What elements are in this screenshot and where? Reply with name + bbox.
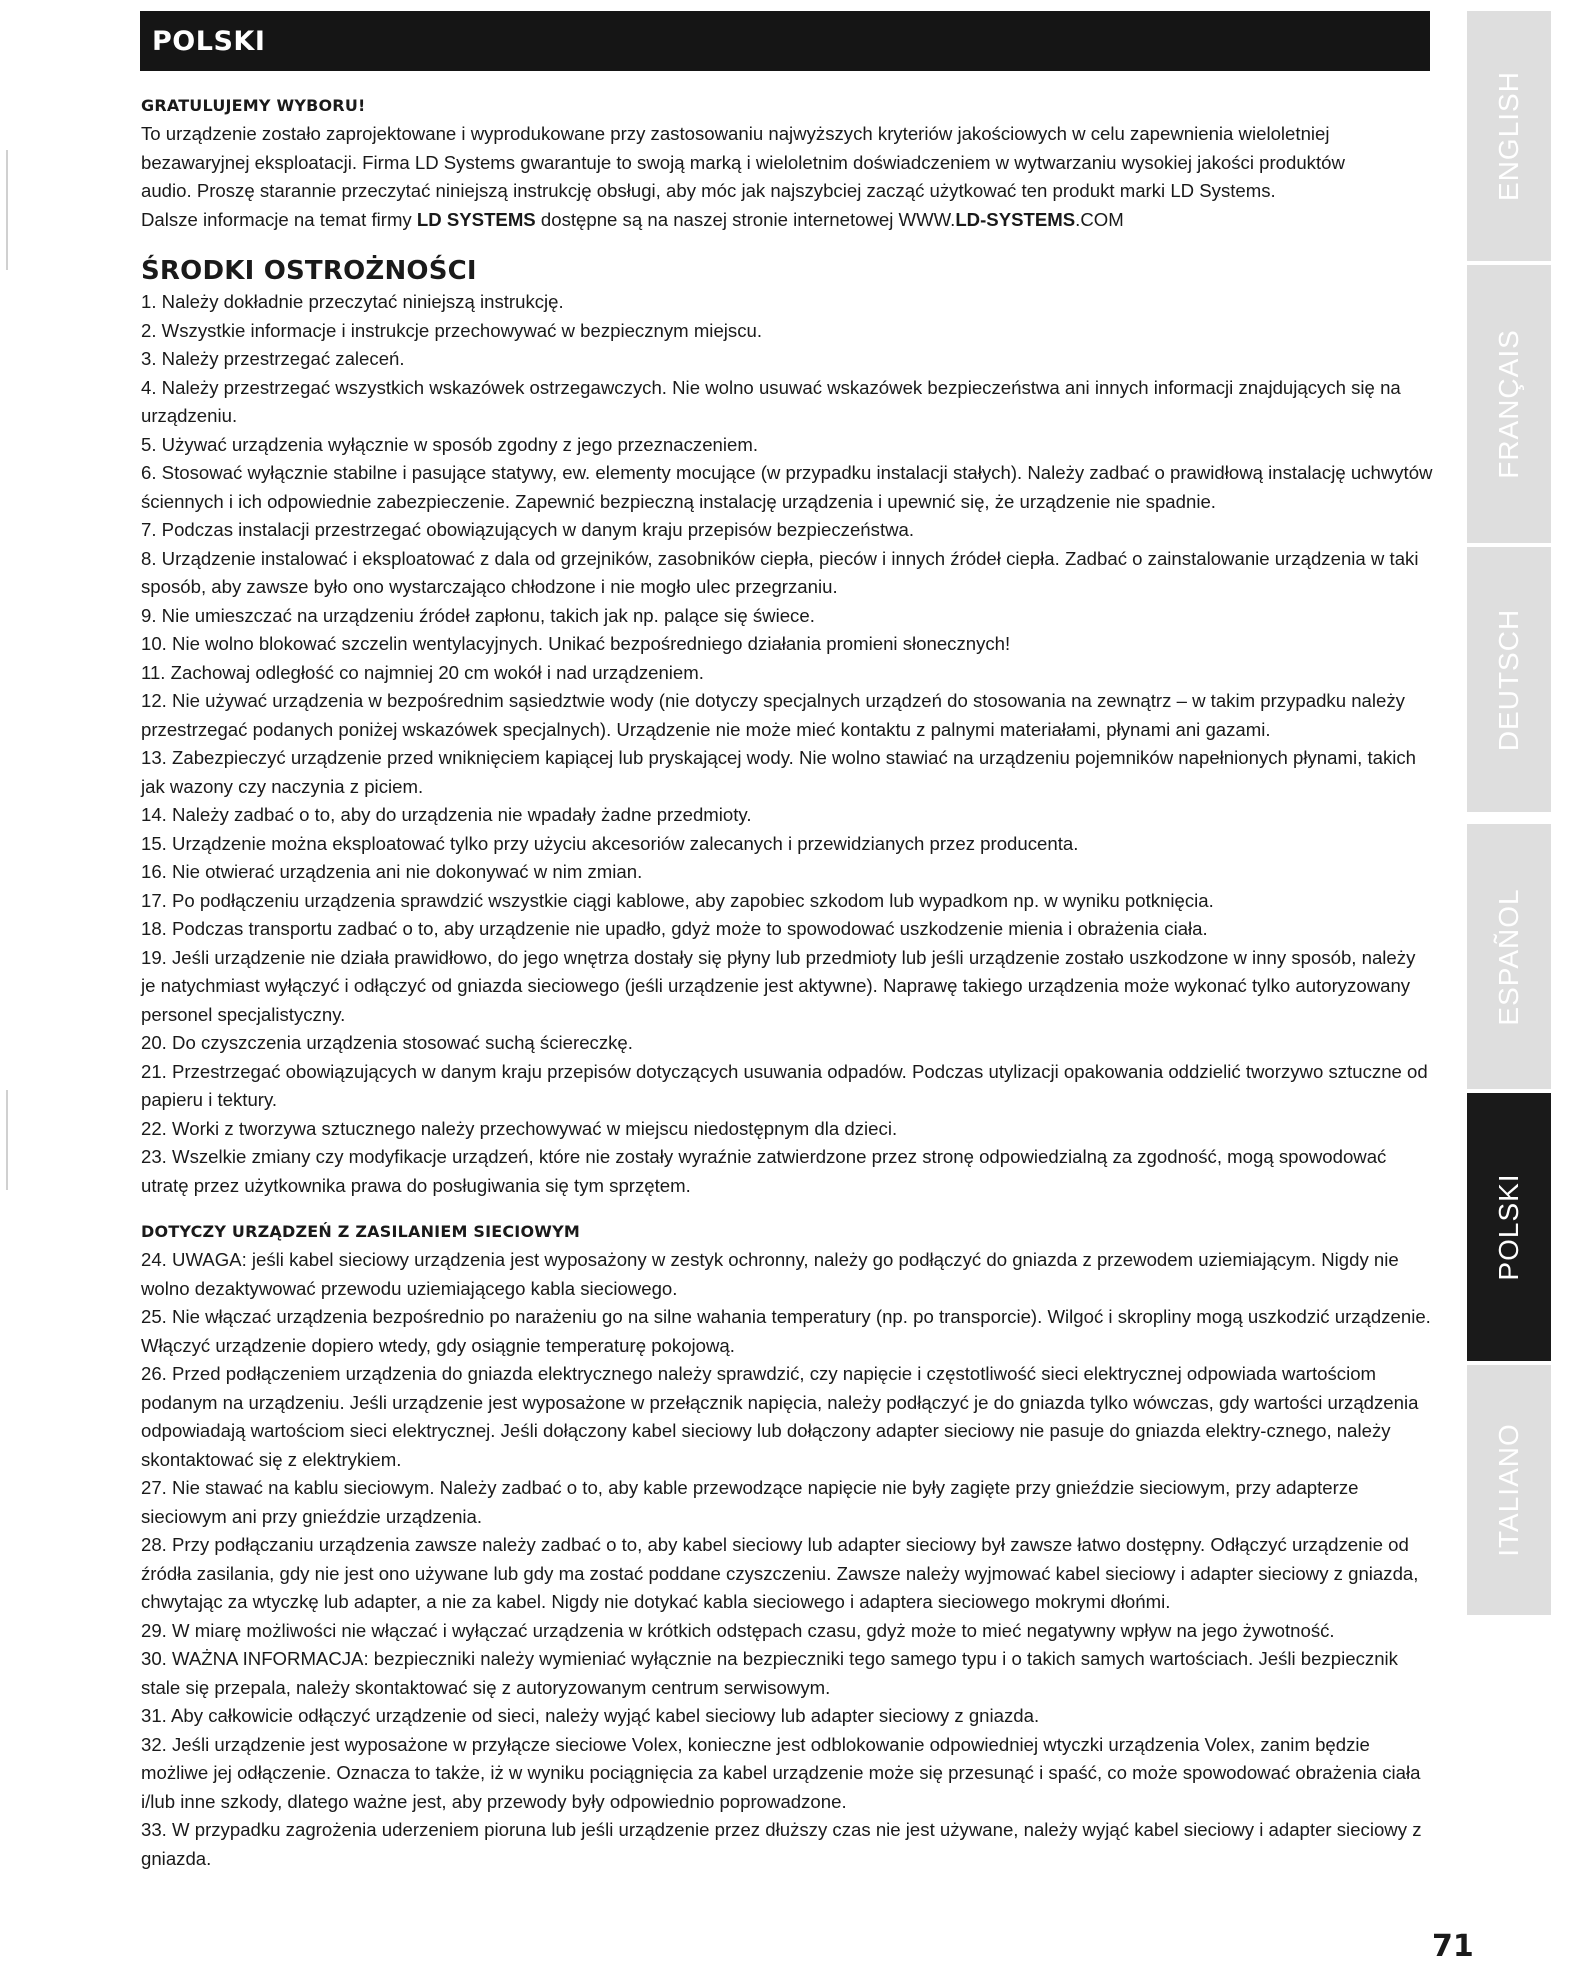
list-item: 33. W przypadku zagrożenia uderzeniem pioruna lub jeśli urządzenie przez dłuższy czas nie jest używane, należy wyjąć kabel sieciowy i adapter sieciowy z gniazda.	[141, 1819, 1422, 1869]
list-item: 8. Urządzenie instalować i eksploatować z dala od grzejników, zasobników ciepła, pieców i innych źródeł ciepła. Zadbać o zainstalowanie urządzenia w taki sposób, aby zawsze było ono wystarczająco chłodzone i nie mogło ulec przegrzaniu.	[141, 547, 1419, 597]
list-item: 19. Jeśli urządzenie nie działa prawidłowo, do jego wnętrza dostały się płyny lub przedmioty lub jeśli urządzenie zostało uszkodzone w inny sposób, należy je natychmiast wyłączyć i odłączyć od gniazda sieciowego (jeśli urządzenie jest aktywne). Naprawę takiego urządzenia może wykonać tylko autoryzowany personel specjalistyczny.	[141, 946, 1416, 1025]
mains-powered-list	[141, 1246, 1433, 1873]
list-item: 11. Zachowaj odległość co najmniej 20 cm wokół i nad urządzeniem.	[141, 661, 704, 683]
language-tab-polski[interactable]	[1467, 1093, 1551, 1361]
list-item: 1. Należy dokładnie przeczytać niniejszą instrukcję.	[141, 291, 564, 312]
language-header-bar	[140, 11, 1430, 71]
mains-powered-heading: DOTYCZY URZĄDZEŃ Z ZASILANIEM SIECIOWYM	[141, 1222, 581, 1241]
safety-precautions-list	[141, 288, 1433, 1200]
list-item: 24. UWAGA: jeśli kabel sieciowy urządzenia jest wyposażony w zestyk ochronny, należy go podłączyć do gniazda z przewodem uziemiającym. Nigdy nie wolno dezaktywować przewodu uziemiającego kabla sieciowego.	[141, 1249, 1399, 1299]
more-info-line	[141, 206, 1433, 235]
language-tab-english[interactable]	[1467, 11, 1551, 261]
list-item: 27. Nie stawać na kablu sieciowym. Należy zadbać o to, aby kable przewodzące napięcie nie były zagięte przy gnieździe sieciowym, przy adapterze sieciowym ani przy gnieździe urządzenia.	[141, 1477, 1359, 1527]
list-item: 6. Stosować wyłącznie stabilne i pasujące statywy, ew. elementy mocujące (w przypadku instalacji stałych). Należy zadbać o prawidłową instalację uchwytów ściennych i ich odpowiednie zabezpieczenie. Zapewnić bezpieczną instalację urządzenia i upewnić się, że urządzenie nie spadnie.	[141, 462, 1433, 512]
website-link-bold[interactable]: LD-SYSTEMS	[955, 208, 1076, 230]
language-tab-label: FRANÇAIS	[1493, 329, 1524, 479]
list-item: 25. Nie włączać urządzenia bezpośrednio po narażeniu go na silne wahania temperatury (np. po transporcie). Wilgoć i skropliny mogą uszkodzić urządzenie. Włączyć urządzenie dopiero wtedy, gdy osiągnie temperaturę pokojową.	[141, 1306, 1431, 1356]
list-item: 4. Należy przestrzegać wszystkich wskazówek ostrzegawczych. Nie wolno usuwać wskazówek bezpieczeństwa ani innych informacji znajdujących się na urządzeniu.	[141, 376, 1401, 426]
intro-paragraph	[141, 120, 1433, 234]
list-item: 9. Nie umieszczać na urządzeniu źródeł zapłonu, takich jak np. palące się świece.	[141, 604, 815, 626]
language-tab-label: ENGLISH	[1493, 71, 1524, 201]
list-item: 26. Przed podłączeniem urządzenia do gniazda elektrycznego należy sprawdzić, czy napięcie i częstotliwość sieci elektrycznej odpowiada wartościom podanym na urządzeniu. Jeśli urządzenie jest wyposażone w przełącznik napięcia, należy podłączyć je do gniazda tylko wówczas, gdy wartości urządzenia odpowiadają wartościom sieci elektrycznej. Jeśli dołączony kabel sieciowy lub dołączony adapter sieciowy nie pasuje do gniazda elektry-cznego, należy skontaktować się z elektrykiem.	[141, 1363, 1419, 1470]
language-tab-espanol[interactable]	[1467, 824, 1551, 1089]
list-item: 29. W miarę możliwości nie włączać i wyłączać urządzenia w krótkich odstępach czasu, gdyż może to mieć negatywny wpływ na jego żywotność.	[141, 1619, 1335, 1641]
list-item: 13. Zabezpieczyć urządzenie przed wniknięciem kapiącej lub pryskającej wody. Nie wolno stawiać na urządzeniu pojemników napełnionych płynami, takich jak wazony czy naczynia z piciem.	[141, 747, 1417, 797]
list-item: 7. Podczas instalacji przestrzegać obowiązujących w danym kraju przepisów bezpieczeństwa.	[141, 519, 915, 540]
language-tab-francais[interactable]	[1467, 265, 1551, 543]
manual-content	[141, 92, 1433, 1873]
list-item: 31. Aby całkowicie odłączyć urządzenie od sieci, należy wyjąć kabel sieciowy lub adapter sieciowy z gniazda.	[141, 1705, 1040, 1726]
margin-rule	[6, 150, 8, 270]
list-item: 20. Do czyszczenia urządzenia stosować suchą ściereczkę.	[141, 1032, 633, 1053]
list-item: 5. Używać urządzenia wyłącznie w sposób zgodny z jego przeznaczeniem.	[141, 433, 758, 455]
list-item: 10. Nie wolno blokować szczelin wentylacyjnych. Unikać bezpośredniego działania promieni słonecznych!	[141, 633, 1011, 654]
language-tab-italiano[interactable]	[1467, 1365, 1551, 1615]
list-item: 30. WAŻNA INFORMACJA: bezpieczniki należy wymieniać wyłącznie na bezpieczniki tego samego typu i o takich samych wartościach. Jeśli bezpiecznik stale się przepala, należy skontaktować się z autoryzowanym centrum serwisowym.	[141, 1648, 1398, 1698]
brand-name: LD SYSTEMS	[416, 208, 536, 230]
list-item: 22. Worki z tworzywa sztucznego należy przechowywać w miejscu niedostępnym dla dzieci.	[141, 1117, 898, 1139]
more-info-text: Dalsze informacje na temat firmy	[141, 208, 417, 230]
language-tab-label: POLSKI	[1493, 1173, 1524, 1281]
more-info-text: dostępne są na naszej stronie internetowej WWW.	[535, 208, 956, 230]
website-link-suffix[interactable]: .COM	[1075, 208, 1124, 230]
list-item: 17. Po podłączeniu urządzenia sprawdzić wszystkie ciągi kablowe, aby zapobiec szkodom lub wypadkom np. w wyniku potknięcia.	[141, 889, 1214, 911]
list-item: 16. Nie otwierać urządzenia ani nie dokonywać w nim zmian.	[141, 861, 643, 882]
language-tab-label: DEUTSCH	[1493, 608, 1524, 751]
list-item: 12. Nie używać urządzenia w bezpośrednim sąsiedztwie wody (nie dotyczy specjalnych urządzeń do stosowania na zewnątrz – w takim przypadku należy przestrzegać podanych poniżej wskazówek specjalnych). Urządzenie nie może mieć kontaktu z palnymi materiałami, płynami ani gazami.	[141, 690, 1405, 740]
intro-line: bezawaryjnej eksploatacji. Firma LD Systems gwarantuje to swoją marką i wieloletnim doświadczeniem w wytwarzaniu wysokiej jakości produktów	[141, 151, 1345, 173]
list-item: 14. Należy zadbać o to, aby do urządzenia nie wpadały żadne przedmioty.	[141, 804, 752, 825]
list-item: 28. Przy podłączaniu urządzenia zawsze należy zadbać o to, aby kabel sieciowy lub adapter sieciowy był zawsze łatwo dostępny. Odłączyć urządzenie od źródła zasilania, gdy nie jest ono używane lub gdy ma zostać poddane czyszczeniu. Zawsze należy wyjmować kabel sieciowy i adapter sieciowy z gniazda, chwytając za wtyczkę lub adapter, a nie za kabel. Nigdy nie dotykać kabla sieciowego i adaptera sieciowego mokrymi dłońmi.	[141, 1534, 1419, 1612]
margin-rule	[6, 1090, 8, 1190]
list-item: 32. Jeśli urządzenie jest wyposażone w przyłącze sieciowe Volex, konieczne jest odblokowanie odpowiedniej wtyczki urządzenia Volex, zanim będzie możliwe jej odłączenie. Oznacza to także, iż w wyniku pociągnięcia za kabel urządzenie może się przesunąć i spaść, co może spowodować obrażenia ciała i/lub inne szkody, dlatego ważne jest, aby przewody były odpowiednio poprowadzone.	[141, 1733, 1421, 1812]
intro-line: audio. Proszę starannie przeczytać niniejszą instrukcję obsługi, aby móc jak najszybciej zacząć użytkować ten produkt marki LD Systems.	[141, 180, 1276, 201]
language-tab-label: ESPAÑOL	[1493, 887, 1524, 1026]
safety-precautions-heading: ŚRODKI OSTROŻNOŚCI	[141, 256, 477, 286]
language-tab-deutsch[interactable]	[1467, 547, 1551, 812]
language-tab-label: ITALIANO	[1493, 1423, 1524, 1557]
list-item: 3. Należy przestrzegać zaleceń.	[141, 348, 405, 369]
page-language-title: POLSKI	[152, 25, 266, 57]
page-number: 71	[1432, 1929, 1474, 1964]
list-item: 15. Urządzenie można eksploatować tylko przy użyciu akcesoriów zalecanych i przewidzianych przez producenta.	[141, 832, 1079, 854]
list-item: 2. Wszystkie informacje i instrukcje przechowywać w bezpiecznym miejscu.	[141, 319, 763, 341]
congratulations-heading: GRATULUJEMY WYBORU!	[141, 96, 366, 115]
list-item: 18. Podczas transportu zadbać o to, aby urządzenie nie upadło, gdyż może to spowodować uszkodzenie mienia i obrażenia ciała.	[141, 918, 1208, 939]
intro-line: To urządzenie zostało zaprojektowane i wyprodukowane przy zastosowaniu najwyższych kryteriów jakościowych w celu zapewnienia wieloletniej	[141, 123, 1330, 144]
list-item: 23. Wszelkie zmiany czy modyfikacje urządzeń, które nie zostały wyraźnie zatwierdzone przez stronę odpowiedzialną za zgodność, mogą spowodować utratę przez użytkownika prawa do posługiwania się tym sprzętem.	[141, 1146, 1387, 1196]
list-item: 21. Przestrzegać obowiązujących w danym kraju przepisów dotyczących usuwania odpadów. Podczas utylizacji opakowania oddzielić tworzywo sztuczne od papieru i tektury.	[141, 1060, 1428, 1110]
